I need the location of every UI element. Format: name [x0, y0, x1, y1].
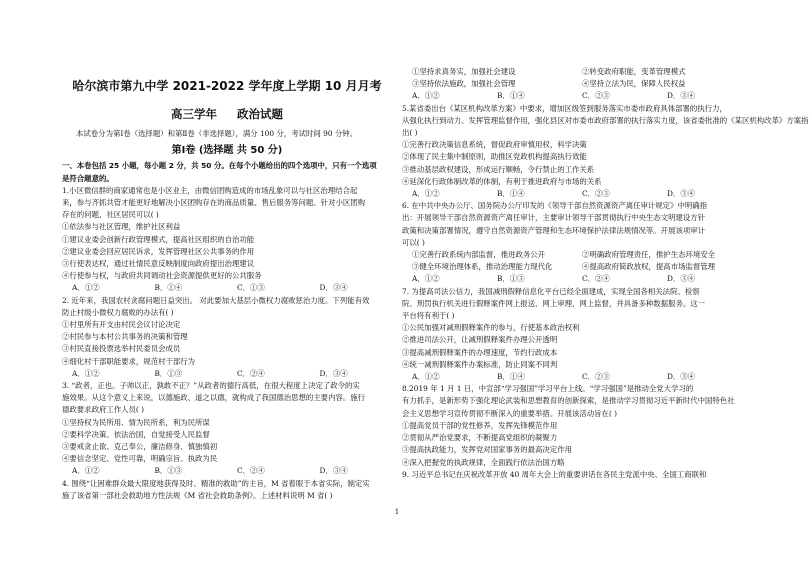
choice-c: C．①③	[237, 283, 265, 293]
answer-option: ③健全环境治理体系，推动治理能力现代化	[412, 262, 553, 272]
answer-option: ③要戒贪止欲、克己奉公，廉洁修身、慎独慎初	[62, 442, 218, 452]
answer-option: ③提高执政能力，发挥党对国家事务的最高决定作用	[402, 445, 572, 455]
choice-row	[62, 465, 392, 477]
choice-row	[402, 273, 742, 285]
question-text: 3. “政者，正也。子帅以正，孰敢不正？”从政者的德行高低，在很大程度上决定了政令的实	[62, 381, 360, 391]
choice-a: A．①②	[412, 274, 440, 284]
choice-a: A．①②	[72, 368, 100, 378]
choice-b: B．①④	[154, 283, 183, 293]
choice-b: B．①③	[154, 368, 183, 378]
question-text: 有力抓手，是新形势下强化理论武装和思想教育的创新探索，是推动学习贯彻习近平新时代中国特色社	[402, 396, 735, 406]
question-text: 存在的问题，社区居民可以( )	[62, 210, 159, 220]
choice-row	[402, 90, 742, 102]
choice-d: D．③④	[319, 368, 348, 378]
answer-pair	[402, 66, 742, 78]
left-column	[62, 62, 392, 502]
answer-option: ①建议业委会创新行政管理模式，提高社区组织的自治功能	[62, 234, 255, 244]
answer-option: ②建议业委会回应居民诉求，发挥管理社区公共事务的作用	[62, 246, 255, 256]
choice-d: D．③④	[667, 372, 696, 382]
question-text: 会主义思想学习宣传贯彻不断深入的重要举措。开展该活动旨在( )	[402, 408, 618, 418]
answer-option: ①坚持权为民所用、情为民所系，利为民所谋	[62, 417, 210, 427]
question-text: 6. 在中共中央办公厅、国务院办公厅印发的《领导干部自然资源资产离任审计规定》中明确指	[402, 201, 708, 211]
answer-option: ④深入把握党的执政规律，全面践行依法治国方略	[402, 457, 565, 467]
answer-option: ①坚持求真务实，加强社会建设	[412, 67, 516, 76]
question-text: 院、刑罚执行机关进行假释案件网上报送、网上审理、网上监督，并具备多种数据服务。这一	[402, 298, 706, 308]
choice-row	[402, 188, 742, 200]
answer-option: ①公民加强对减刑假释案件的参与，行使基本政治权利	[402, 323, 580, 333]
question-text: 9. 习近平总书记在庆祝改革开放 40 周年大会上的重要讲话在各民主党派中央、全国工商联和	[402, 469, 707, 479]
question-text: 政策和决策部署情况，遵守自然资源资产管理和生态环境保护法律法规情况等。开展该项审计	[402, 225, 706, 235]
answer-option: ②转变政府职能，变革管理模式	[582, 67, 686, 76]
choice-b: B．①③	[154, 466, 183, 476]
question-text: 德政要求政府工作人员( )	[62, 405, 145, 415]
answer-option: ④要信念坚定、党性可靠，明确宗旨、执政为民	[62, 454, 218, 464]
question-text: 7. 为提高司法公信力，我国减刑假释信息化平台已经全面建成，实现全国各相关法院、检察	[402, 286, 700, 296]
choice-c: C．②③	[582, 91, 610, 101]
choice-c: C．②③	[582, 372, 610, 382]
question-text: 出( )	[402, 128, 418, 138]
answer-option: ③行使表达权，通过社情民意反映制度向政府提出治理建议	[62, 259, 255, 269]
question-text: 来，参与齐抓共管才能更好地解决小区团购存在的商品质量、售后服务等问题。针对小区团购	[62, 198, 366, 208]
question-text: 防止村级小微权力腐败的办法有( )	[62, 307, 174, 317]
answer-option: ①村里所有开支由村民会议讨论决定	[62, 320, 181, 330]
choice-c: C．②④	[237, 466, 265, 476]
answer-option: ④统一减刑假释案件办案标准，防止同案不同判	[402, 359, 558, 369]
choice-row	[62, 282, 392, 294]
answer-option: ③推动基层政权建设，形成运行顺畅，令行禁止的工作关系	[402, 164, 595, 174]
answer-pair	[402, 261, 742, 273]
question-text: 2. 近年来，我国农村贪腐问题日益突出。 对此要加大基层小微权力腐败惩治力度。下列能有效	[62, 295, 370, 305]
answer-option: ④细化村干部职能要求，规范村干部行为	[62, 356, 196, 366]
choice-c: C．②④	[237, 368, 265, 378]
answer-option: ②要科学决策、依法治国，自觉接受人民监督	[62, 429, 210, 439]
answer-option: ②贯彻从严治党要求，不断提高党组织的凝聚力	[402, 433, 558, 443]
choice-d: D．③④	[319, 283, 348, 293]
question-text: 1.小区微信群的商家通常也是小区业主，由微信团购造成的市场乱象可以与社区治理结合起	[62, 185, 358, 195]
choice-c: C．②③	[582, 189, 610, 199]
answer-option: ③村民直接投票选举村民委员会成员	[62, 344, 181, 354]
choice-b: B．①④	[497, 372, 525, 382]
choice-a: A．①②	[72, 466, 100, 476]
answer-option: ①完善行政决策信息系统，督促政府审慎用权，科学决策	[402, 140, 587, 150]
choice-d: D．③④	[667, 91, 696, 101]
answer-option: ④提高政府简政放权，提高市场监督管理	[582, 262, 716, 272]
answer-option: ①完善行政系统内部监督，推进政务公开	[412, 250, 546, 260]
right-column	[402, 66, 809, 481]
page-title: 哈尔滨市第九中学 2021-2022 学年度上学期 10 月月考	[72, 79, 382, 93]
choice-a: A．①②	[412, 189, 440, 199]
question-text: 8.2019 年 1 月 1 日，中宣部“学习强国”学习平台上线。“学习强国”是推动全党大学习的	[402, 384, 694, 394]
section-instructions: 一、本卷包括 25 小题，每小题 2 分，共 50 分。在每个小题给出的四个选项中，只有一个选项	[62, 161, 377, 171]
question-text: 出：开展领导干部自然资源资产离任审计，主要审计领导干部贯彻执行中央生态文明建设方针	[402, 213, 706, 223]
question-text: 施了该省第一部社会救助地方性法规《M 省社会救助条例》。上述材料说明 M 省( )	[62, 490, 333, 500]
choice-a: A．①②	[412, 91, 440, 101]
choice-d: D．③④	[319, 466, 348, 476]
answer-option: ①依法参与社区管理，维护社区利益	[62, 222, 181, 232]
choice-d: D．③④	[667, 274, 696, 284]
choice-a: A．①②	[72, 283, 100, 293]
answer-pair	[402, 78, 742, 90]
choice-b: B．①④	[497, 189, 525, 199]
answer-option: ②推进司法公开，让减刑假释案件办理公开透明	[402, 335, 558, 345]
choice-row	[402, 371, 742, 383]
answer-option: ④延深化行政体制改革的体制，有利于推进政府与市场的关系	[402, 176, 602, 186]
exam-intro: 本试卷分为第Ⅰ卷（选择题）和第Ⅱ卷（非选择题），满分 100 分，考试时间 90 分钟。	[76, 129, 358, 138]
page-number: 1	[394, 508, 400, 516]
answer-option: ③坚持依法施政，加强社会管理	[412, 79, 516, 89]
section-title: 第Ⅰ卷 (选择题 共 50 分)	[171, 145, 283, 157]
answer-option: ③提高减刑假释案件的办理速度，节约行政成本	[402, 347, 558, 357]
choice-a: A．①②	[412, 372, 440, 382]
choice-row	[62, 368, 392, 380]
question-text: 5.某省委出台《某区机构改革方案》中要求，增加区级签到服务落实市委市政府具体部署的执行力，	[402, 103, 727, 113]
question-text: 平台将有利于( )	[402, 311, 455, 321]
answer-option: ②体现了民主集中制原则，助推区党政机构提高执行效能	[402, 152, 587, 162]
question-text: 从强化执行到动力、发挥管理监督作用，强化县区对市委市政府部署的执行落实力度，该省委批准的《某区机构改革》方案指	[402, 115, 809, 125]
answer-option: ④坚持立法为民，保障人民权益	[582, 79, 686, 89]
choice-c: C．②④	[582, 274, 610, 284]
answer-option: ①提高党员干部的党性修养，发挥先锋模范作用	[402, 420, 558, 430]
choice-d: D．③④	[667, 189, 696, 199]
question-text: 4. 围绕“让困难群众最大限度地获得及时、精准的救助”的主旨，M 省着眼于本省实际，制定实	[62, 478, 370, 488]
answer-option: ②明确政府管理责任，推护生态环境安全	[582, 250, 716, 260]
section-instructions: 是符合题意的。	[62, 173, 114, 183]
page-subtitle: 高三学年 政治试题	[170, 107, 283, 121]
answer-pair	[402, 249, 742, 261]
answer-option: ④行使参与权，与政府共同调动社会资源提供更好的公共服务	[62, 271, 262, 281]
question-text: 可以( )	[402, 237, 425, 247]
choice-b: B．①④	[497, 91, 525, 101]
answer-option: ②村民参与本村公共事务的决策和管理	[62, 332, 188, 342]
choice-b: B．①③	[497, 274, 525, 284]
question-text: 施效果。从这个意义上来说，以德施政、道之以德，就构成了我国德治思想的主要内容。施行	[62, 393, 366, 403]
